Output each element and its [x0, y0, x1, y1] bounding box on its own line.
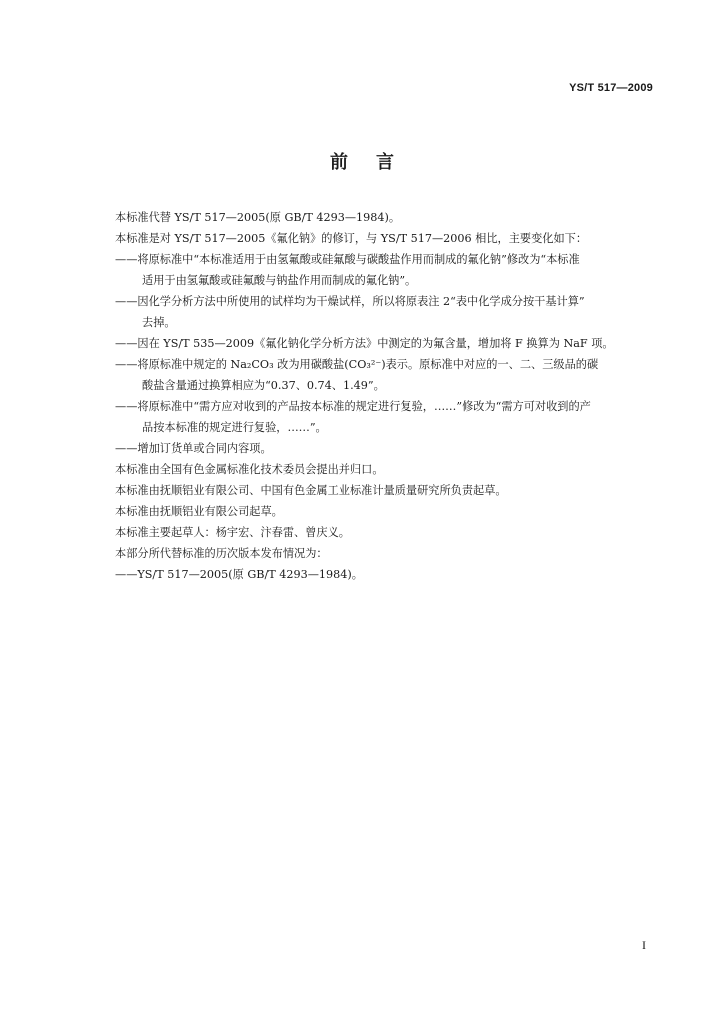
dash-list-item [115, 396, 655, 438]
dash-list-item [115, 333, 655, 354]
body-paragraph [115, 522, 655, 543]
standard-code-header: YS/T 517—2009 [569, 82, 653, 94]
text-line: ——将原标准中“本标准适用于由氢氟酸或硅氟酸与碳酸盐作用而制成的氟化钠”修改为“本标准 [115, 253, 580, 266]
body-paragraph [115, 459, 655, 480]
foreword-body [115, 207, 655, 585]
dash-list-item [115, 249, 655, 291]
body-paragraph [115, 207, 655, 228]
text-line: 本标准由全国有色金属标准化技术委员会提出并归口。 [115, 463, 384, 476]
text-line: 酸盐含量通过换算相应为“0.37、0.74、1.49”。 [142, 379, 385, 392]
text-line: 本标准主要起草人：杨宇宏、汴春雷、曾庆义。 [115, 526, 350, 539]
text-line: 去掉。 [142, 316, 176, 329]
body-paragraph [115, 501, 655, 522]
text-line: 本标准代替 YS/T 517—2005(原 GB/T 4293—1984)。 [115, 211, 401, 224]
body-paragraph [115, 543, 655, 564]
dash-list-item [115, 354, 655, 396]
dash-list-item [115, 438, 655, 459]
body-paragraph [115, 480, 655, 501]
text-line: 适用于由氢氟酸或硅氟酸与钠盐作用而制成的氟化钠”。 [142, 274, 417, 287]
dash-list-item [115, 564, 655, 585]
text-line: ——增加订货单或合同内容项。 [115, 442, 272, 455]
dash-list-item [115, 291, 655, 333]
text-line: 本部分所代替标准的历次版本发布情况为： [115, 547, 328, 560]
text-line: ——因化学分析方法中所使用的试样均为干燥试样，所以将原表注 2“表中化学成分按干基计算” [115, 295, 585, 308]
text-line: ——因在 YS/T 535—2009《氟化钠化学分析方法》中测定的为氟含量，增加将 F 换算为 NaF 项。 [115, 337, 614, 350]
text-line: 本标准是对 YS/T 517—2005《氟化钠》的修订，与 YS/T 517—2006 相比，主要变化如下： [115, 232, 588, 245]
text-line: 本标准由抚顺铝业有限公司、中国有色金属工业标准计量质量研究所负责起草。 [115, 484, 507, 497]
page-number: I [642, 938, 646, 952]
body-paragraph [115, 228, 655, 249]
text-line: ——将原标准中“需方应对收到的产品按本标准的规定进行复验，……”修改为“需方可对收到的产 [115, 400, 591, 413]
text-line: ——将原标准中规定的 Na₂CO₃ 改为用碳酸盐(CO₃²⁻)表示。原标准中对应的一、二、三级品的碳 [115, 358, 599, 371]
page-title: 前言 [330, 152, 422, 173]
text-line: 品按本标准的规定进行复验，……”。 [142, 421, 327, 434]
text-line: 本标准由抚顺铝业有限公司起草。 [115, 505, 283, 518]
text-line: ——YS/T 517—2005(原 GB/T 4293—1984)。 [115, 568, 363, 581]
